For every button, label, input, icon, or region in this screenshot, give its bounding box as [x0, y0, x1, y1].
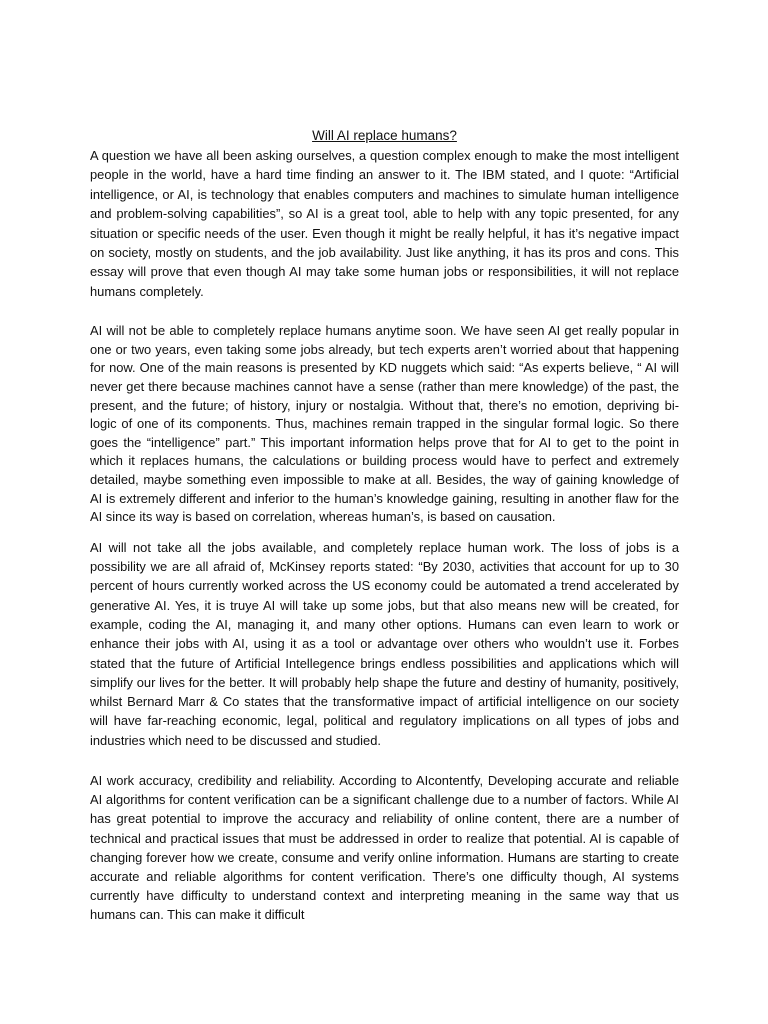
paragraph-jobs: AI will not take all the jobs available, and completely replace human work. The loss of jobs is a possibility we are all afraid of, McKinsey reports stated: “By 2030, activities that account for up to 30 percent of hours currently worked across the US economy could be automated a trend accelerated by generative AI. Yes, it is truye AI will take up some jobs, but that also means new will be created, for example, coding the AI, managing it, and many other options. Humans can even learn to work or enhance their jobs with AI, using it as a tool or advantage over others who wouldn’t use it. Forbes stated that the future of Artificial Intellegence brings endless possibilities and applications which will simplify our lives for the better. It will probably help shape the future and destiny of humanity, positively, whilst Bernard Marr & Co states that the transformative impact of artificial intelligence on our society will have far-reaching economic, legal, political and regulatory implications on all types of jobs and industries which need to be discussed and studied.: [90, 539, 679, 748]
document-title: Will AI replace humans?: [312, 128, 457, 143]
paragraph-replace-humans: AI will not be able to completely replace humans anytime soon. We have seen AI get really popular in one or two years, even taking some jobs already, but tech experts aren’t worried about that happening for now. One of the main reasons is presented by KD nuggets which said: “As experts believe, “ AI will never get there because machines cannot have a sense (rather than mere knowledge) of the past, the present, and the future; of history, injury or nostalgia. Without that, there’s no emotion, depriving bi-logic of one of its components. Thus, machines remain trapped in the singular formal logic. So there goes the “intelligence” part.” This important information helps prove that for AI to get to the point in which it replaces humans, the calculations or building process would have to perfect and extremely detailed, maybe something even impossible to make at all. Besides, the way of gaining knowledge of AI is extremely different and inferior to the human’s knowledge gaining, resulting in another flaw for the AI since its way is based on correlation, whereas human’s, is based on causation.: [90, 323, 679, 525]
paragraph-intro: A question we have all been asking ourselves, a question complex enough to make the most intelligent people in the world, have a hard time finding an answer to it. The IBM stated, and I quote: “Artificial intelligence, or AI, is technology that enables computers and machines to simulate human intelligence and problem-solving capabilities”, so AI is a great tool, able to help with any topic presented, for any situation or specific needs of the user. Even though it might be really helpful, it has it’s negative impact on society, mostly on students, and the job availability. Just like anything, it has its pros and cons. This essay will prove that even though AI may take some human jobs or responsibilities, it will not replace humans completely.: [90, 148, 679, 299]
document-page: [90, 126, 679, 925]
paragraph-accuracy: AI work accuracy, credibility and reliability. According to AIcontentfy, Developing accurate and reliable AI algorithms for content verification can be a significant challenge due to a number of factors. While AI has great potential to improve the accuracy and reliability of online content, there are a number of technical and practical issues that must be addressed in order to realize that potential. AI is capable of changing forever how we create, consume and verify online information. Humans are starting to create accurate and reliable algorithms for content verification. There’s one difficulty though, AI systems currently have difficulty to understand context and interpreting meaning in the same way that us humans can. This can make it difficult: [90, 773, 679, 923]
